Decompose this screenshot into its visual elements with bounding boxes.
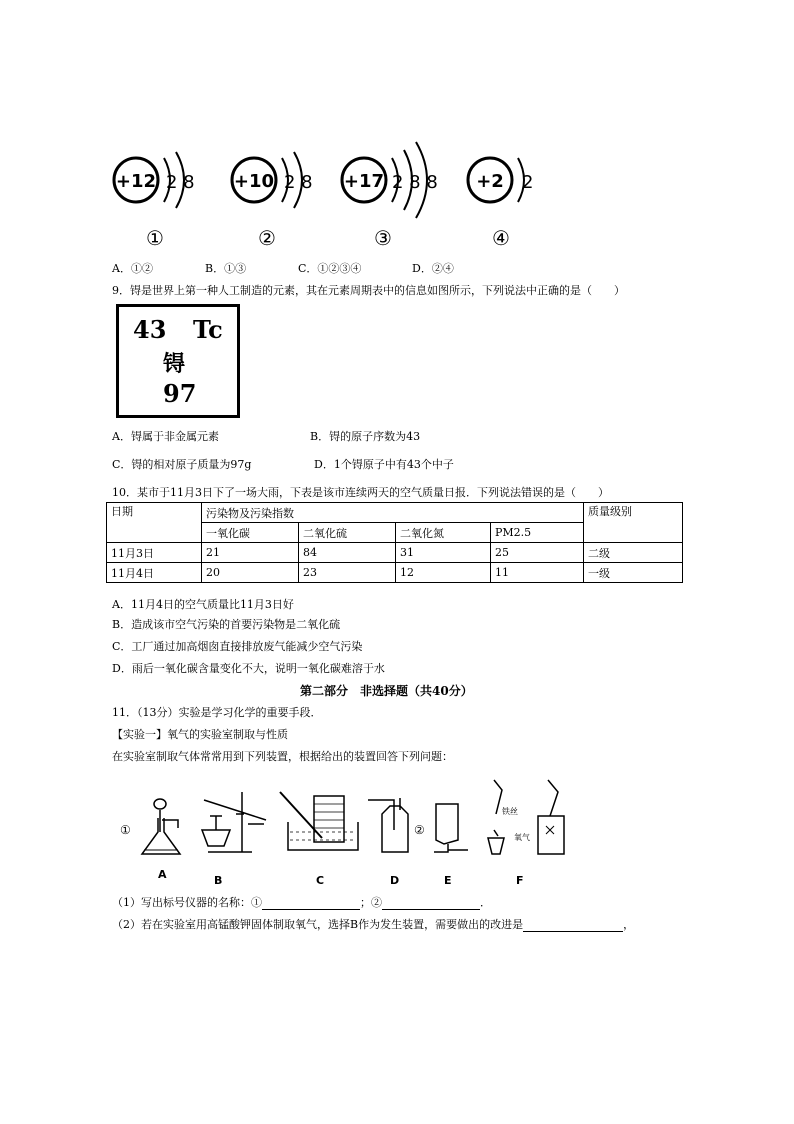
svg-text:2 8: 2 8 bbox=[284, 172, 313, 193]
q8-option-b: B．①③ bbox=[205, 262, 247, 275]
label-iron-wire: 铁丝 bbox=[502, 807, 518, 816]
exp1-title: 【实验一】氧气的实验室制取与性质 bbox=[112, 728, 288, 741]
q9-option-d: D．1个锝原子中有43个中子 bbox=[314, 458, 454, 471]
atom-diagram-1 bbox=[112, 150, 202, 220]
q10-stem: 10．某市于11月3日下了一场大雨，下表是该市连续两天的空气质量日报．下列说法错误的是（ ） bbox=[112, 486, 609, 499]
q11-stem: 11．（13分）实验是学习化学的重要手段． bbox=[112, 706, 322, 719]
q9-option-b: B．锝的原子序数为43 bbox=[310, 430, 421, 443]
element-symbol: Tc bbox=[193, 315, 223, 344]
q8-option-c: C．①②③④ bbox=[298, 262, 362, 275]
answer-blank-2[interactable] bbox=[382, 896, 480, 910]
atom-label-3: ③ bbox=[374, 226, 392, 250]
q9-option-a: A．锝属于非金属元素 bbox=[112, 430, 219, 443]
q10-option-b: B．造成该市空气污染的首要污染物是二氧化硫 bbox=[112, 618, 341, 631]
q8-option-a: A．①② bbox=[112, 262, 153, 275]
svg-text:2 8 8: 2 8 8 bbox=[392, 172, 438, 193]
apparatus-f bbox=[488, 780, 564, 854]
cell-grade: 二级 bbox=[584, 543, 683, 563]
sub2-text: （2）若在实验室用高锰酸钾固体制取氧气，选择B作为发生装置，需要做出的改进是 bbox=[112, 918, 524, 931]
cell-co: 20 bbox=[202, 563, 299, 583]
sub1-end: ． bbox=[480, 896, 491, 909]
element-name: 锝 bbox=[163, 351, 186, 377]
header-no2: 二氧化氮 bbox=[396, 523, 491, 543]
apparatus-label-d: D bbox=[390, 874, 400, 887]
header-pm25: PM2.5 bbox=[491, 523, 584, 543]
lab-apparatus-figure bbox=[118, 770, 598, 870]
marker-2: ② bbox=[414, 823, 425, 837]
sub1-text: （1）写出标号仪器的名称：① bbox=[112, 896, 262, 909]
atom-label-4: ④ bbox=[492, 226, 510, 250]
cell-co: 21 bbox=[202, 543, 299, 563]
apparatus-label-e: E bbox=[444, 874, 452, 887]
sub1-separator: ；② bbox=[360, 896, 382, 909]
header-co: 一氧化碳 bbox=[202, 523, 299, 543]
header-date: 日期 bbox=[107, 503, 202, 543]
part2-title: 第二部分 非选择题（共40分） bbox=[300, 684, 473, 698]
q10-option-a: A．11月4日的空气质量比11月3日好 bbox=[112, 598, 294, 611]
row-date: 11月3日 bbox=[107, 543, 202, 563]
answer-blank-3[interactable] bbox=[523, 918, 623, 932]
apparatus-c bbox=[280, 792, 358, 850]
atom-label-1: ① bbox=[146, 226, 164, 250]
svg-text:2: 2 bbox=[522, 172, 534, 193]
apparatus-intro: 在实验室制取气体常常用到下列装置，根据给出的装置回答下列问题： bbox=[112, 750, 453, 763]
apparatus-e bbox=[434, 804, 468, 852]
cell-no2: 31 bbox=[396, 543, 491, 563]
sub-question-1 bbox=[112, 894, 491, 910]
table-row bbox=[107, 543, 683, 563]
header-pollutants: 污染物及污染指数 bbox=[202, 503, 584, 523]
row-date: 11月4日 bbox=[107, 563, 202, 583]
q10-option-c: C．工厂通过加高烟囱直接排放废气能减少空气污染 bbox=[112, 640, 363, 653]
apparatus-label-a: A bbox=[158, 868, 167, 881]
atom-label-2: ② bbox=[258, 226, 276, 250]
apparatus-label-b: B bbox=[214, 874, 223, 887]
cell-so2: 23 bbox=[299, 563, 396, 583]
apparatus-b bbox=[202, 792, 266, 852]
q8-option-d: D．②④ bbox=[412, 262, 454, 275]
q9-option-c: C．锝的相对原子质量为97g bbox=[112, 458, 252, 471]
table-row bbox=[107, 563, 683, 583]
atom-diagram-4 bbox=[466, 150, 546, 220]
sub-question-2 bbox=[112, 916, 634, 932]
svg-text:+10: +10 bbox=[233, 171, 275, 192]
q9-stem: 9．锝是世界上第一种人工制造的元素，其在元素周期表中的信息如图所示，下列说法中正确的是（ ） bbox=[112, 284, 625, 297]
element-number: 43 bbox=[133, 315, 167, 344]
cell-grade: 一级 bbox=[584, 563, 683, 583]
element-card-tc bbox=[116, 304, 240, 418]
svg-text:+17: +17 bbox=[343, 171, 385, 192]
answer-blank-1[interactable] bbox=[262, 896, 360, 910]
atom-diagram-2 bbox=[230, 150, 320, 220]
apparatus-label-f: F bbox=[516, 874, 524, 887]
svg-text:+12: +12 bbox=[115, 171, 157, 192]
label-oxygen: 氧气 bbox=[514, 833, 530, 842]
cell-no2: 12 bbox=[396, 563, 491, 583]
atom-diagram-3 bbox=[340, 140, 450, 220]
q10-option-d: D．雨后一氧化碳含量变化不大，说明一氧化碳难溶于水 bbox=[112, 662, 385, 675]
header-so2: 二氧化硫 bbox=[299, 523, 396, 543]
sub2-end: ， bbox=[623, 918, 635, 931]
air-quality-table bbox=[106, 502, 683, 583]
svg-text:2 8: 2 8 bbox=[166, 172, 195, 193]
svg-text:+2: +2 bbox=[476, 171, 504, 192]
element-mass: 97 bbox=[163, 379, 197, 408]
cell-pm25: 11 bbox=[491, 563, 584, 583]
apparatus-d bbox=[368, 798, 408, 852]
apparatus-a bbox=[142, 799, 180, 854]
header-grade: 质量级别 bbox=[584, 503, 683, 543]
cell-so2: 84 bbox=[299, 543, 396, 563]
apparatus-label-c: C bbox=[316, 874, 325, 887]
marker-1: ① bbox=[120, 823, 131, 837]
cell-pm25: 25 bbox=[491, 543, 584, 563]
